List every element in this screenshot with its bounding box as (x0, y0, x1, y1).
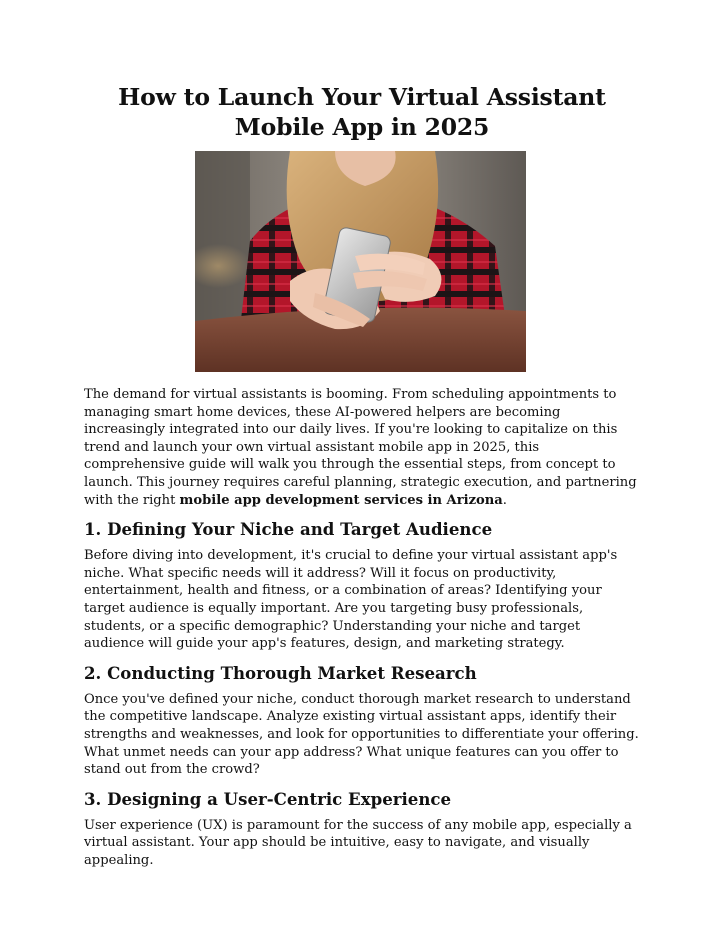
intro-paragraph: The demand for virtual assistants is booming. From scheduling appointments to managing smart home devices, these AI-powered helpers are becoming increasingly integrated into our daily lives. If you're looking to capitalize on this trend and launch your own virtual assistant mobile app in 2025, this comprehensive guide will walk you through the essential steps, from concept to launch. This journey requires careful planning, strategic execution, and partnering with the right mobile app development services in Arizona. (84, 387, 637, 508)
section-paragraph: Before diving into development, it's crucial to define your virtual assistant app's niche. What specific needs will it address? Will it focus on productivity, entertainment, health and fitness, or a combination of areas? Identifying your target audience is equally important. Are you targeting busy professionals, students, or a specific demographic? Understanding your niche and target audience will guide your app's features, design, and marketing strategy. (84, 548, 618, 652)
hero-image (195, 151, 526, 372)
section-heading: 3. Designing a User-Centric Experience (84, 788, 452, 809)
section-heading: 1. Defining Your Niche and Target Audience (84, 519, 493, 540)
article-title: How to Launch Your Virtual Assistant Mobile App in 2025 (118, 83, 606, 141)
services-link-text: mobile app development services in Arizona (179, 492, 503, 508)
document-page (84, 82, 640, 869)
section-paragraph: User experience (UX) is paramount for the success of any mobile app, especially a virtual assistant. Your app should be intuitive, easy to navigate, and visually appealing. (84, 817, 632, 868)
section-paragraph: Once you've defined your niche, conduct thorough market research to understand the competitive landscape. Analyze existing virtual assistant apps, identify their strengths and weaknesses, and look for opportunities to differentiate your offering. What unmet needs can your app address? What unique features can you offer to stand out from the crowd? (84, 691, 639, 778)
section-heading: 2. Conducting Thorough Market Research (84, 662, 477, 683)
